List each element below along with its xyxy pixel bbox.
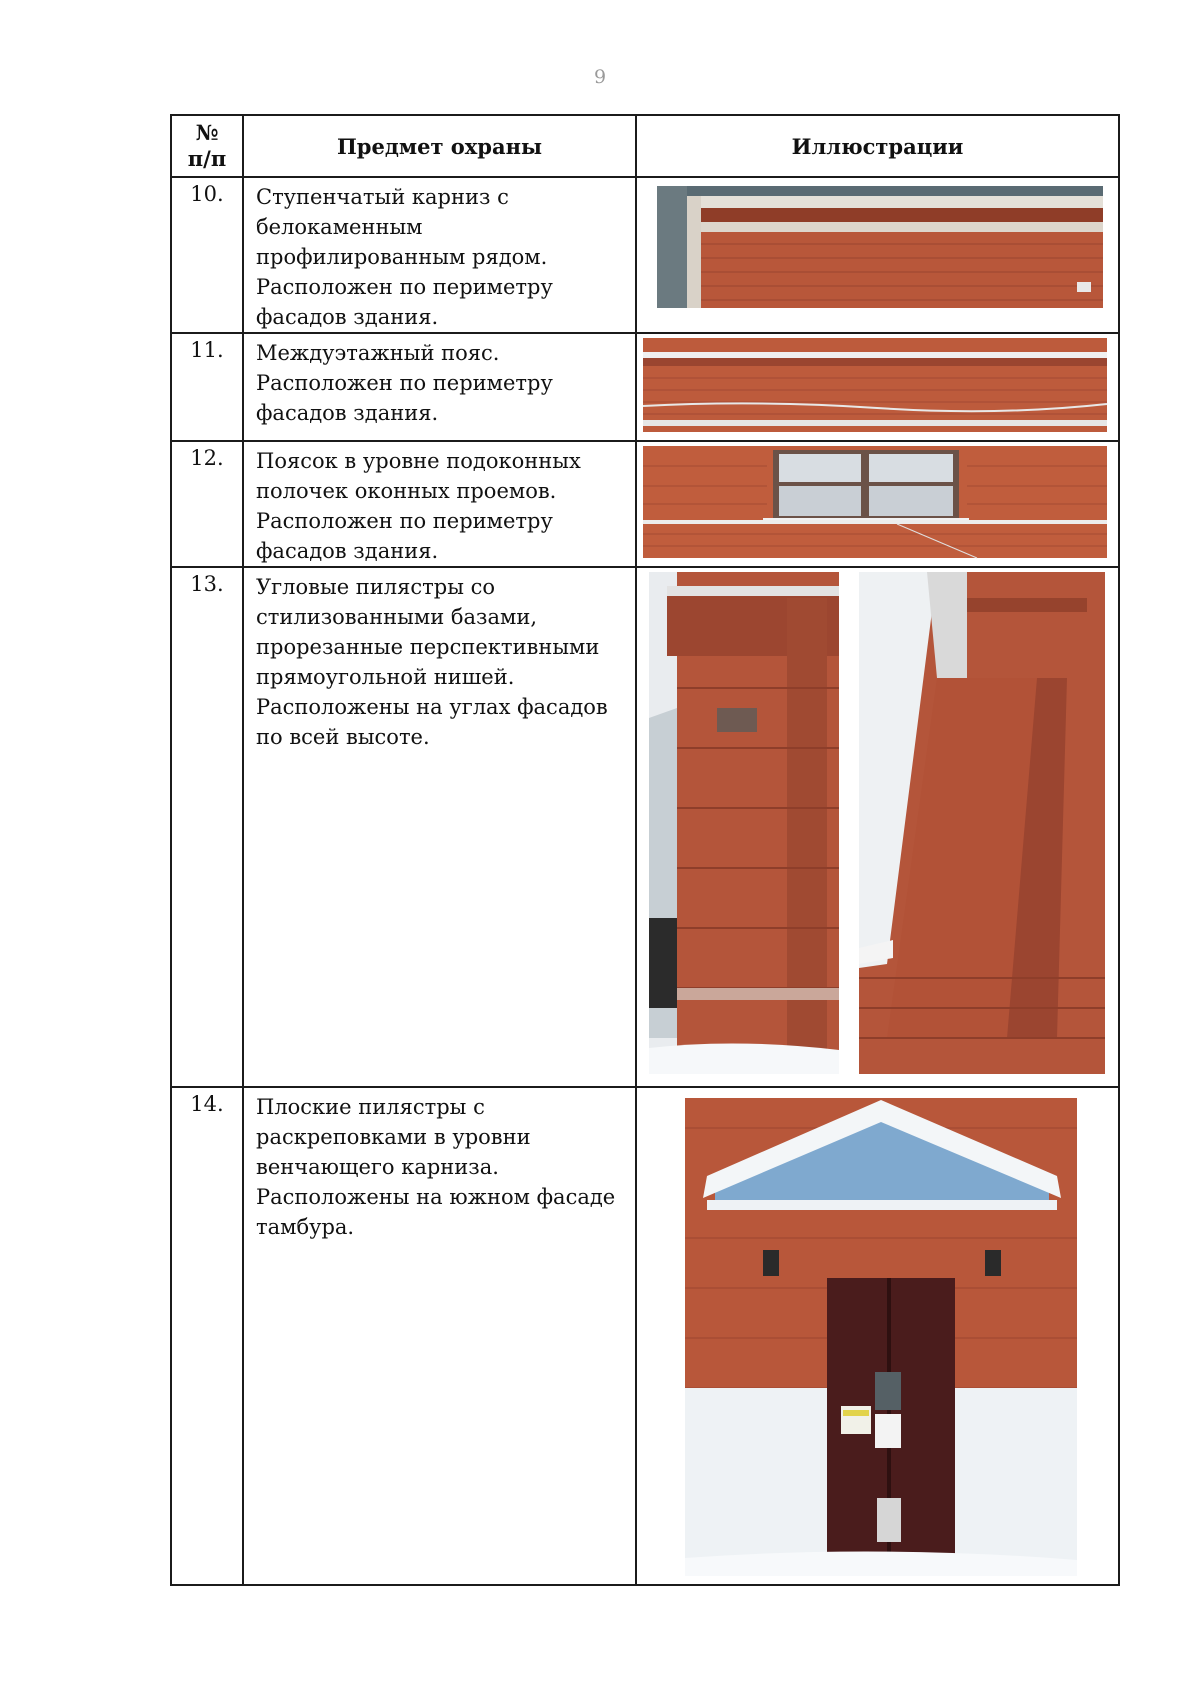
row-description: [243, 333, 636, 441]
row-illustration: [636, 441, 1119, 567]
description-line: Расположен по периметру: [256, 275, 553, 299]
description-line: белокаменным: [256, 215, 423, 239]
description-line: Междуэтажный пояс.: [256, 341, 500, 365]
row-number: 10.: [171, 177, 243, 333]
page-number: 9: [593, 66, 607, 88]
window-sill-belt-photo: [637, 442, 1117, 564]
row-description: [243, 1087, 636, 1585]
description-line: Расположены на южном фасаде: [256, 1185, 616, 1209]
description-line: Плоские пилястры с: [256, 1095, 485, 1119]
description-line: Поясок в уровне подоконных: [256, 449, 581, 473]
header-number-line: №: [195, 120, 219, 145]
row-number: 11.: [171, 333, 243, 441]
row-number: 13.: [171, 567, 243, 1087]
description-line: венчающего карниза.: [256, 1155, 499, 1179]
stepped-cornice-photo: [637, 178, 1117, 326]
header-number-text: [172, 120, 242, 172]
table-header-row: [171, 115, 1119, 177]
table-row: [171, 333, 1119, 441]
corner-pilaster-left-photo: [649, 572, 839, 1074]
description-line: фасадов здания.: [256, 539, 439, 563]
row-illustration: [636, 333, 1119, 441]
row-description: [243, 441, 636, 567]
description-line: по всей высоте.: [256, 725, 430, 749]
description-line: фасадов здания.: [256, 305, 439, 329]
description-line: стилизованными базами,: [256, 605, 538, 629]
description-line: Угловые пилястры со: [256, 575, 495, 599]
header-number: [171, 115, 243, 177]
description-line: раскреповками в уровни: [256, 1125, 531, 1149]
row-number: 12.: [171, 441, 243, 567]
row-description: [243, 177, 636, 333]
row-description: [243, 567, 636, 1087]
header-illustrations: Иллюстрации: [636, 115, 1119, 177]
row-number: 14.: [171, 1087, 243, 1585]
table-row: [171, 1087, 1119, 1585]
description-line: Расположен по периметру: [256, 509, 553, 533]
protection-subjects-table: [170, 114, 1120, 1586]
description-line: прорезанные перспективными: [256, 635, 600, 659]
corner-pilaster-right-photo: [859, 572, 1105, 1074]
corner-pilasters-photos: [637, 568, 1117, 1084]
row-illustration: [636, 567, 1119, 1087]
description-line: прямоугольной нишей.: [256, 665, 515, 689]
description-line: полочек оконных проемов.: [256, 479, 557, 503]
description-line: Ступенчатый карниз с: [256, 185, 509, 209]
description-line: тамбура.: [256, 1215, 355, 1239]
description-line: Расположены на углах фасадов: [256, 695, 608, 719]
entrance-vestibule-photo: [637, 1088, 1117, 1582]
row-illustration: [636, 1087, 1119, 1585]
interfloor-belt-photo: [637, 334, 1117, 438]
row-illustration: [636, 177, 1119, 333]
header-number-line: п/п: [187, 146, 227, 171]
table-row: [171, 441, 1119, 567]
table-row: [171, 567, 1119, 1087]
description-line: фасадов здания.: [256, 401, 439, 425]
header-subject: Предмет охраны: [243, 115, 636, 177]
description-line: Расположен по периметру: [256, 371, 553, 395]
description-line: профилированным рядом.: [256, 245, 548, 269]
table-row: [171, 177, 1119, 333]
